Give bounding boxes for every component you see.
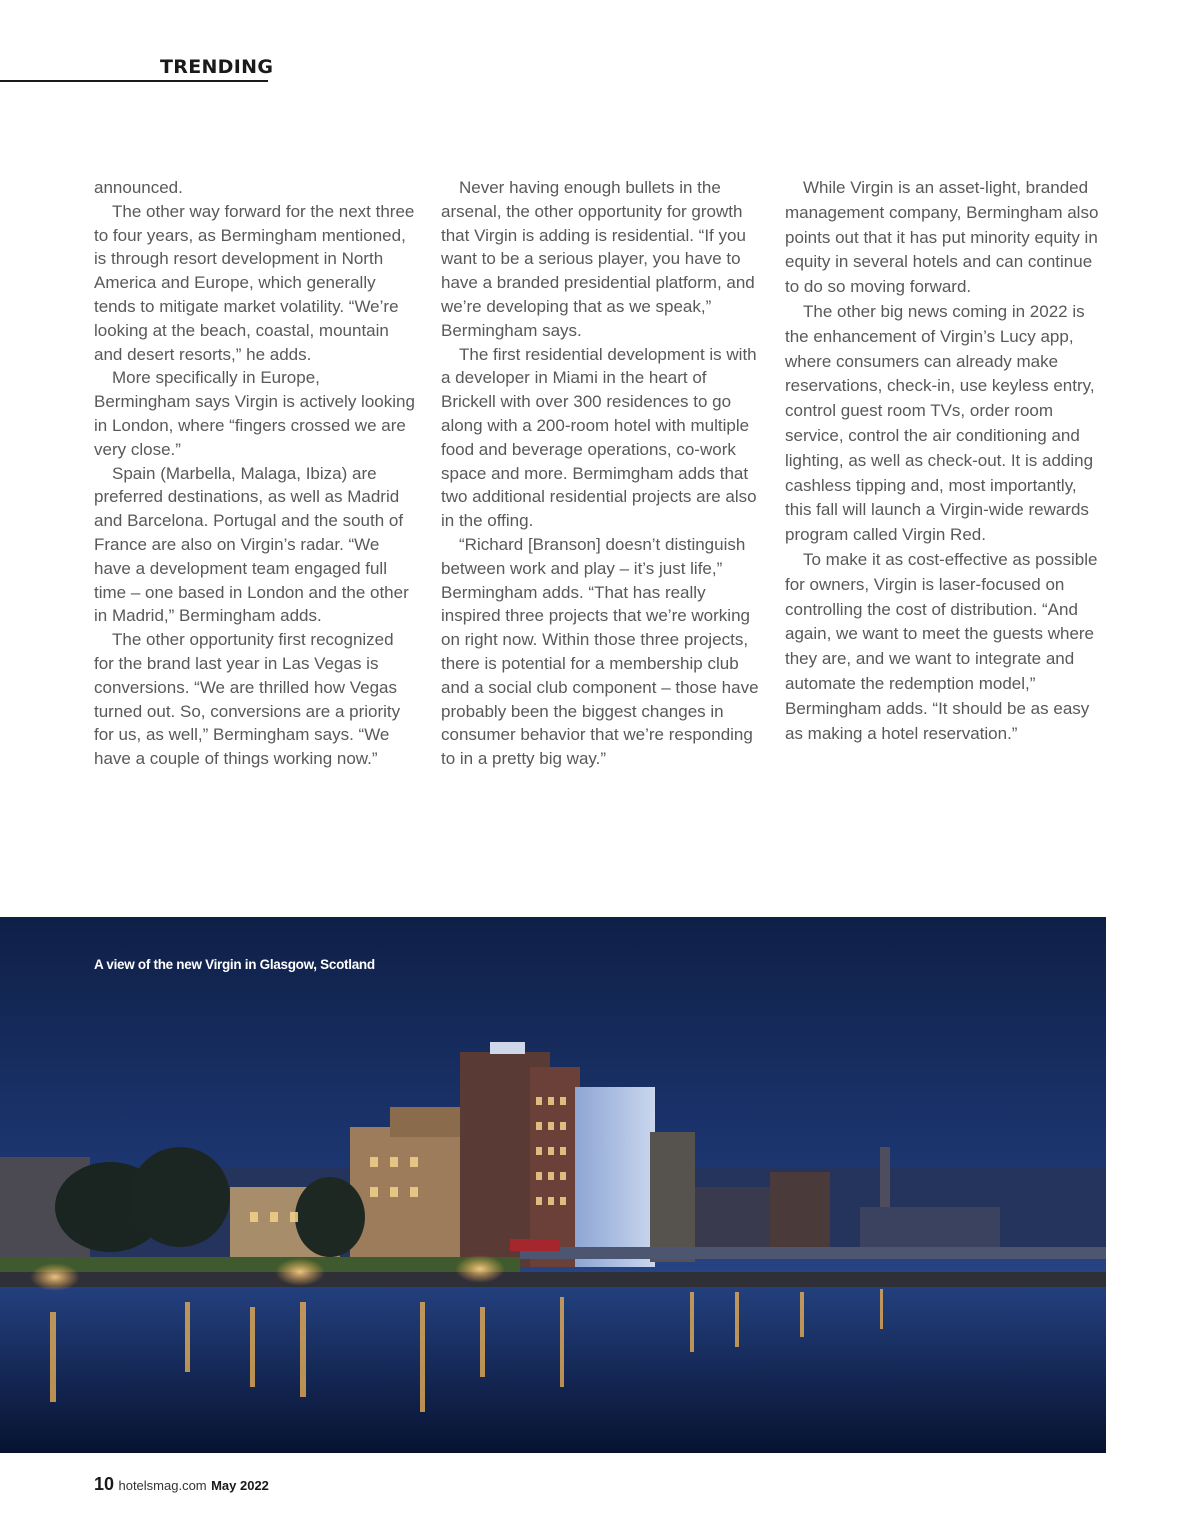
paragraph: More specifically in Europe, Bermingham says Virgin is actively looking in London, where “fingers crossed we are very close.” bbox=[94, 368, 415, 459]
section-label: TRENDING bbox=[160, 56, 274, 78]
paragraph: “Richard [Branson] doesn’t distinguish between work and play – it’s just life,” Bermingham adds. “That has really inspired three projects that we’re working on right now. Within those three projects, there is potential for a membership club and a social club component – those have probably been the biggest changes in consumer behavior that we’re responding to in a pretty big way.” bbox=[441, 534, 759, 769]
photo-caption: A view of the new Virgin in Glasgow, Scotland bbox=[94, 957, 375, 972]
issue-date: May 2022 bbox=[211, 1478, 269, 1493]
paragraph: The other way forward for the next three to four years, as Bermingham mentioned, is through resort development in North America and Europe, which generally tends to mitigate market volatility. “We’re looking at the beach, coastal, mountain and desert resorts,” he adds. bbox=[94, 201, 415, 364]
paragraph: Spain (Marbella, Malaga, Ibiza) are preferred destinations, as well as Madrid and Barcelona. Portugal and the south of France are also on Virgin’s radar. “We have a development team engaged full time – one based in London and the other in Madrid,” Bermingham adds. bbox=[94, 463, 409, 626]
article-column-1 bbox=[94, 176, 416, 771]
paragraph: To make it as cost-effective as possible for owners, Virgin is laser-focused on controlling the cost of distribution. “And again, we want to meet the guests where they are, and we want to integrate and automate the redemption model,” Bermingham adds. “It should be as easy as making a hotel reservation.” bbox=[785, 549, 1098, 743]
paragraph: announced. bbox=[94, 178, 183, 197]
page-number: 10 bbox=[94, 1474, 115, 1494]
page-footer bbox=[94, 1474, 269, 1495]
article-column-3 bbox=[785, 176, 1107, 746]
paragraph: The other big news coming in 2022 is the enhancement of Virgin’s Lucy app, where consumers can already make reservations, check-in, use keyless entry, control guest room TVs, order room service, control the air conditioning and lighting, as well as check-out. It is adding cashless tipping and, most importantly, this fall will launch a Virgin-wide rewards program called Virgin Red. bbox=[785, 301, 1095, 545]
paragraph: Never having enough bullets in the arsenal, the other opportunity for growth that Virgin is adding is residential. “If you want to be a serious player, you have to have a branded presidential platform, and we’re developing that as we speak,” Bermingham says. bbox=[441, 178, 755, 340]
article-column-2 bbox=[441, 176, 763, 771]
paragraph: While Virgin is an asset-light, branded management company, Bermingham also points out that it has put minority equity in equity in several hotels and can continue to do so moving forward. bbox=[785, 178, 1099, 297]
paragraph: The other opportunity first recognized for the brand last year in Las Vegas is conversions. “We are thrilled how Vegas turned out. So, conversions are a priority for us, as well,” Bermingham says. “We have a couple of things working now.” bbox=[94, 630, 401, 769]
site-name: hotelsmag.com bbox=[118, 1478, 207, 1493]
glasgow-night-photo bbox=[0, 917, 1106, 1453]
header-rule bbox=[0, 80, 268, 82]
paragraph: The first residential development is with a developer in Miami in the heart of Brickell with over 300 residences to go along with a 200-room hotel with multiple food and beverage operations, co-work space and more. Bermimgham adds that two additional residential projects are also in the offing. bbox=[441, 344, 757, 531]
